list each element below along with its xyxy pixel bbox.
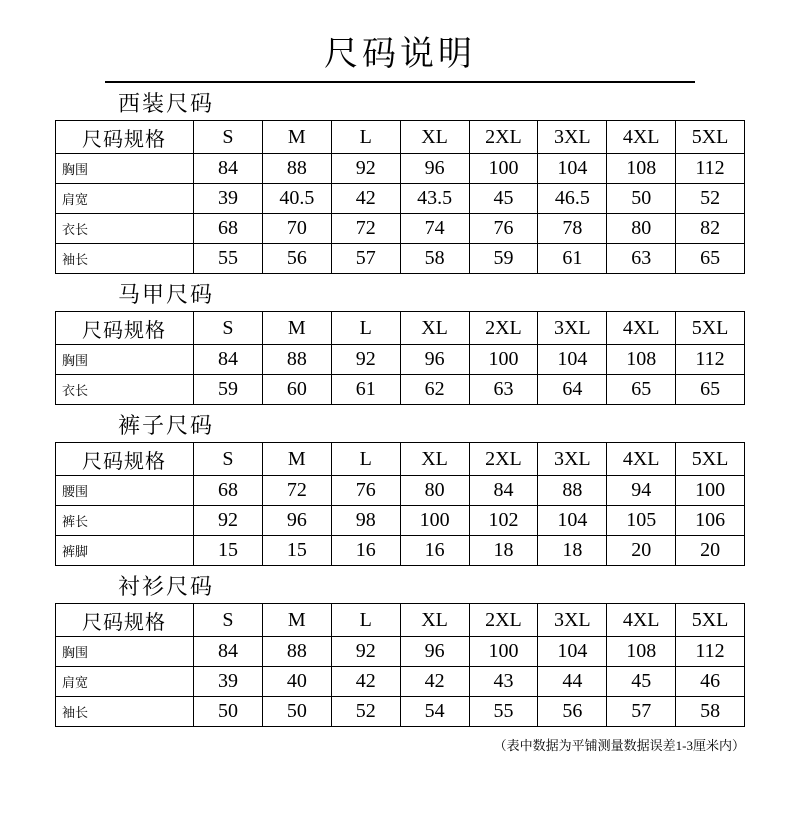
column-header: M xyxy=(262,121,331,154)
cell: 57 xyxy=(331,244,400,274)
column-header: M xyxy=(262,443,331,476)
cell: 105 xyxy=(607,506,676,536)
cell: 56 xyxy=(538,697,607,727)
cell: 63 xyxy=(607,244,676,274)
row-label: 胸围 xyxy=(56,345,194,375)
column-header: 2XL xyxy=(469,604,538,637)
cell: 100 xyxy=(469,154,538,184)
cell: 63 xyxy=(469,375,538,405)
cell: 94 xyxy=(607,476,676,506)
column-header: S xyxy=(194,443,263,476)
column-header: 3XL xyxy=(538,312,607,345)
cell: 108 xyxy=(607,637,676,667)
table-row xyxy=(56,184,745,214)
column-header: L xyxy=(331,604,400,637)
section-heading: 西装尺码 xyxy=(118,91,215,116)
cell: 92 xyxy=(194,506,263,536)
cell: 42 xyxy=(331,667,400,697)
cell: 88 xyxy=(262,154,331,184)
column-header: 4XL xyxy=(607,121,676,154)
cell: 100 xyxy=(676,476,745,506)
section-heading: 衬衫尺码 xyxy=(118,574,215,599)
cell: 20 xyxy=(676,536,745,566)
table-row xyxy=(56,667,745,697)
section-pants xyxy=(0,409,800,566)
section-suit xyxy=(0,87,800,274)
section-heading: 马甲尺码 xyxy=(118,282,215,307)
cell: 65 xyxy=(676,244,745,274)
cell: 108 xyxy=(607,154,676,184)
cell: 106 xyxy=(676,506,745,536)
row-label: 肩宽 xyxy=(56,184,194,214)
column-header: S xyxy=(194,604,263,637)
cell: 42 xyxy=(331,184,400,214)
column-header: XL xyxy=(400,312,469,345)
cell: 18 xyxy=(538,536,607,566)
section-vest xyxy=(0,278,800,405)
cell: 15 xyxy=(194,536,263,566)
cell: 16 xyxy=(400,536,469,566)
cell: 50 xyxy=(194,697,263,727)
cell: 44 xyxy=(538,667,607,697)
column-header: 尺码规格 xyxy=(56,443,194,476)
column-header: 尺码规格 xyxy=(56,121,194,154)
cell: 65 xyxy=(676,375,745,405)
row-label: 胸围 xyxy=(56,637,194,667)
cell: 84 xyxy=(194,154,263,184)
table-header-row xyxy=(56,312,745,345)
cell: 40.5 xyxy=(262,184,331,214)
cell: 45 xyxy=(469,184,538,214)
cell: 92 xyxy=(331,154,400,184)
column-header: 3XL xyxy=(538,121,607,154)
size-table-pants xyxy=(55,442,745,566)
column-header: 4XL xyxy=(607,604,676,637)
cell: 112 xyxy=(676,154,745,184)
row-label: 腰围 xyxy=(56,476,194,506)
cell: 108 xyxy=(607,345,676,375)
table-row xyxy=(56,637,745,667)
cell: 88 xyxy=(538,476,607,506)
column-header: 5XL xyxy=(676,604,745,637)
column-header: 2XL xyxy=(469,121,538,154)
cell: 98 xyxy=(331,506,400,536)
cell: 43.5 xyxy=(400,184,469,214)
row-label: 裤长 xyxy=(56,506,194,536)
column-header: 3XL xyxy=(538,604,607,637)
cell: 68 xyxy=(194,476,263,506)
cell: 45 xyxy=(607,667,676,697)
column-header: 5XL xyxy=(676,121,745,154)
column-header: XL xyxy=(400,604,469,637)
table-row xyxy=(56,154,745,184)
cell: 62 xyxy=(400,375,469,405)
cell: 39 xyxy=(194,184,263,214)
column-header: 5XL xyxy=(676,443,745,476)
cell: 82 xyxy=(676,214,745,244)
cell: 72 xyxy=(262,476,331,506)
column-header: 2XL xyxy=(469,312,538,345)
cell: 55 xyxy=(469,697,538,727)
table-row xyxy=(56,244,745,274)
cell: 74 xyxy=(400,214,469,244)
table-header-row xyxy=(56,443,745,476)
section-shirt xyxy=(0,570,800,727)
cell: 104 xyxy=(538,637,607,667)
cell: 43 xyxy=(469,667,538,697)
cell: 76 xyxy=(331,476,400,506)
table-row xyxy=(56,697,745,727)
cell: 112 xyxy=(676,345,745,375)
cell: 100 xyxy=(469,345,538,375)
cell: 40 xyxy=(262,667,331,697)
cell: 96 xyxy=(262,506,331,536)
table-row xyxy=(56,345,745,375)
cell: 64 xyxy=(538,375,607,405)
row-label: 袖长 xyxy=(56,697,194,727)
cell: 88 xyxy=(262,637,331,667)
cell: 15 xyxy=(262,536,331,566)
cell: 96 xyxy=(400,637,469,667)
cell: 96 xyxy=(400,345,469,375)
cell: 80 xyxy=(607,214,676,244)
cell: 59 xyxy=(194,375,263,405)
table-header-row xyxy=(56,604,745,637)
cell: 104 xyxy=(538,506,607,536)
table-row xyxy=(56,375,745,405)
cell: 72 xyxy=(331,214,400,244)
column-header: M xyxy=(262,312,331,345)
size-table-shirt xyxy=(55,603,745,727)
cell: 104 xyxy=(538,345,607,375)
cell: 52 xyxy=(331,697,400,727)
cell: 112 xyxy=(676,637,745,667)
column-header: 尺码规格 xyxy=(56,604,194,637)
cell: 59 xyxy=(469,244,538,274)
cell: 58 xyxy=(400,244,469,274)
cell: 84 xyxy=(194,345,263,375)
cell: 84 xyxy=(469,476,538,506)
size-chart-page xyxy=(0,26,800,826)
row-label: 胸围 xyxy=(56,154,194,184)
cell: 61 xyxy=(538,244,607,274)
cell: 92 xyxy=(331,637,400,667)
column-header: S xyxy=(194,121,263,154)
column-header: 2XL xyxy=(469,443,538,476)
cell: 84 xyxy=(194,637,263,667)
cell: 52 xyxy=(676,184,745,214)
column-header: 4XL xyxy=(607,443,676,476)
column-header: 5XL xyxy=(676,312,745,345)
cell: 60 xyxy=(262,375,331,405)
column-header: S xyxy=(194,312,263,345)
column-header: 3XL xyxy=(538,443,607,476)
cell: 50 xyxy=(607,184,676,214)
cell: 76 xyxy=(469,214,538,244)
row-label: 裤脚 xyxy=(56,536,194,566)
cell: 50 xyxy=(262,697,331,727)
table-row xyxy=(56,476,745,506)
column-header: L xyxy=(331,121,400,154)
size-table-vest xyxy=(55,311,745,405)
cell: 92 xyxy=(331,345,400,375)
cell: 16 xyxy=(331,536,400,566)
section-heading: 裤子尺码 xyxy=(118,413,215,438)
table-row xyxy=(56,506,745,536)
cell: 68 xyxy=(194,214,263,244)
page-title: 尺码说明 xyxy=(324,36,476,73)
cell: 54 xyxy=(400,697,469,727)
column-header: M xyxy=(262,604,331,637)
cell: 46 xyxy=(676,667,745,697)
table-row xyxy=(56,214,745,244)
column-header: XL xyxy=(400,121,469,154)
row-label: 肩宽 xyxy=(56,667,194,697)
cell: 104 xyxy=(538,154,607,184)
column-header: 4XL xyxy=(607,312,676,345)
cell: 102 xyxy=(469,506,538,536)
cell: 100 xyxy=(400,506,469,536)
cell: 70 xyxy=(262,214,331,244)
table-row xyxy=(56,536,745,566)
column-header: L xyxy=(331,312,400,345)
row-label: 衣长 xyxy=(56,214,194,244)
size-table-suit xyxy=(55,120,745,274)
row-label: 袖长 xyxy=(56,244,194,274)
title-divider xyxy=(105,81,695,83)
column-header: L xyxy=(331,443,400,476)
cell: 39 xyxy=(194,667,263,697)
cell: 96 xyxy=(400,154,469,184)
cell: 78 xyxy=(538,214,607,244)
cell: 88 xyxy=(262,345,331,375)
cell: 65 xyxy=(607,375,676,405)
cell: 42 xyxy=(400,667,469,697)
cell: 18 xyxy=(469,536,538,566)
table-header-row xyxy=(56,121,745,154)
measurement-note: （表中数据为平铺测量数据误差1-3厘米内） xyxy=(493,738,745,753)
cell: 61 xyxy=(331,375,400,405)
row-label: 衣长 xyxy=(56,375,194,405)
column-header: 尺码规格 xyxy=(56,312,194,345)
cell: 100 xyxy=(469,637,538,667)
cell: 56 xyxy=(262,244,331,274)
cell: 58 xyxy=(676,697,745,727)
cell: 57 xyxy=(607,697,676,727)
cell: 80 xyxy=(400,476,469,506)
cell: 55 xyxy=(194,244,263,274)
cell: 46.5 xyxy=(538,184,607,214)
cell: 20 xyxy=(607,536,676,566)
column-header: XL xyxy=(400,443,469,476)
